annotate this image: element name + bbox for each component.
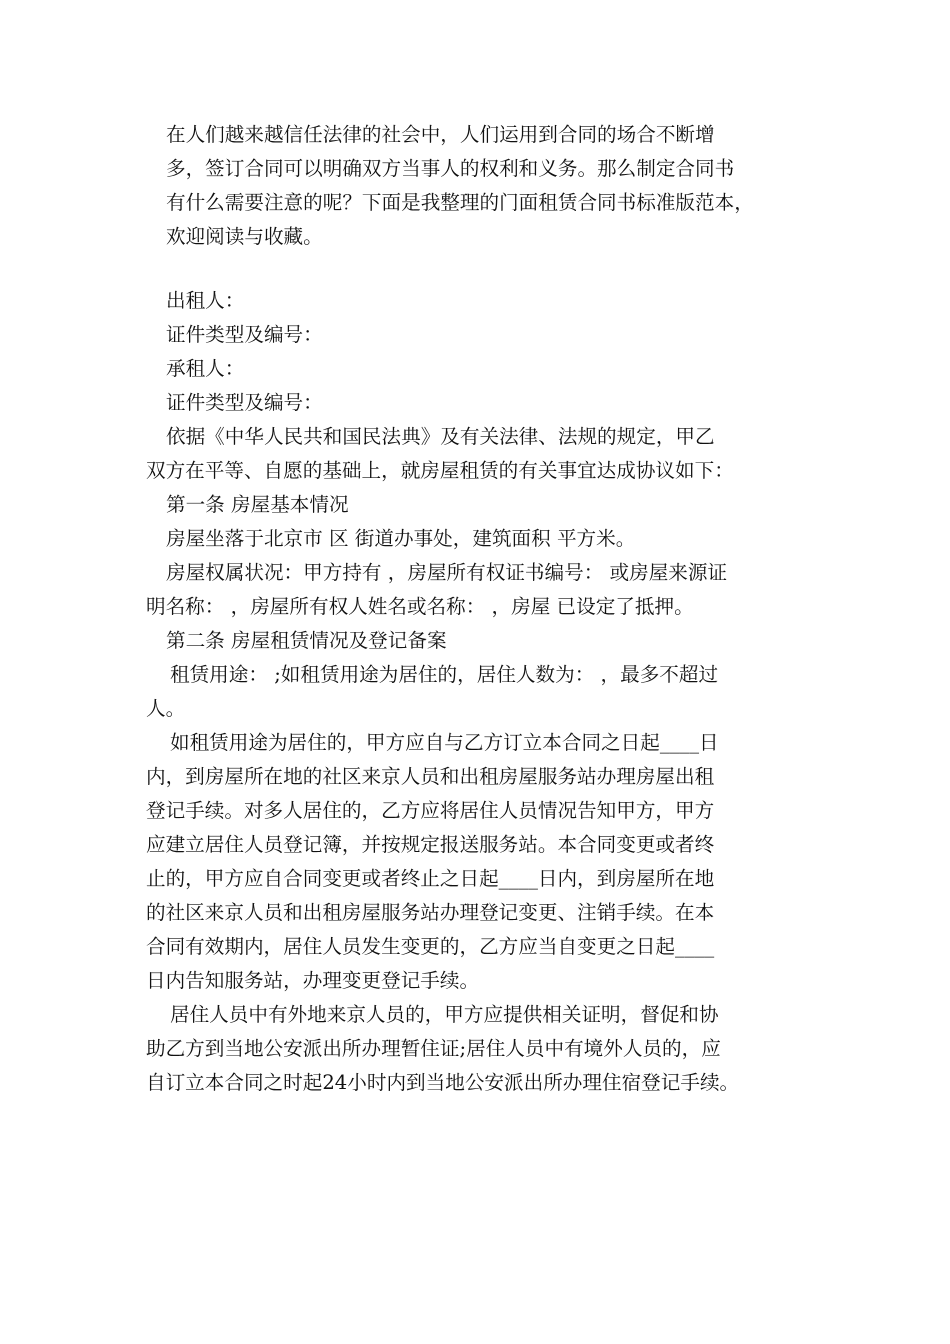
article-2-use [146,658,818,726]
registration-line: 合同有效期内，居住人员发生变更的，乙方应当自变更之日起____ [146,935,715,958]
intro-line: 欢迎阅读与收藏。 [166,225,323,248]
lessor-id-line [146,318,818,352]
lessor-id-label: 证件类型及编号： [166,323,323,346]
registration-line: 应建立居住人员登记簿，并按规定报送服务站。本合同变更或者终 [146,833,715,856]
registration-line: 内，到房屋所在地的社区来京人员和出租房屋服务站办理房屋出租 [146,765,715,788]
ownership-line: 房屋权属状况：甲方持有 ，房屋所有权证书编号： 或房屋来源证 [166,561,728,584]
lessee-label: 承租人： [166,357,245,380]
registration-line: 的社区来京人员和出租房屋服务站办理登记变更、注销手续。在本 [146,901,715,924]
lessee-id-line [146,386,818,420]
lessor-line [146,284,818,318]
article-1-location [146,522,818,556]
nonlocal-line: 居住人员中有外地来京人员的，甲方应提供相关证明，督促和协 [170,1003,719,1026]
article-1-ownership [146,556,818,624]
article-1-heading [146,488,818,522]
intro-line: 多，签订合同可以明确双方当事人的权利和义务。那么制定合同书 [166,157,735,180]
intro-line: 在人们越来越信任法律的社会中，人们运用到合同的场合不断增 [166,123,715,146]
basis-line: 依据《中华人民共和国民法典》及有关法律、法规的规定，甲乙 [166,425,715,448]
registration-line: 如租赁用途为居住的，甲方应自与乙方订立本合同之日起____日 [170,731,719,754]
nonlocal-line: 自订立本合同之时起24小时内到当地公安派出所办理住宿登记手续。 [146,1071,740,1094]
ownership-line: 明名称： ，房屋所有权人姓名或名称： ，房屋 已设定了抵押。 [146,595,694,618]
registration-line: 止的，甲方应自合同变更或者终止之日起____日内，到房屋所在地 [146,867,715,890]
use-line: 人。 [146,697,186,720]
basis-line: 双方在平等、自愿的基础上，就房屋租赁的有关事宜达成协议如下： [146,459,734,482]
article-2-heading-text: 第二条 房屋租赁情况及登记备案 [166,629,447,652]
paragraph-gap [146,254,818,284]
intro-paragraph [146,118,818,254]
article-2-heading [146,624,818,658]
intro-line: 有什么需要注意的呢？下面是我整理的门面租赁合同书标准版范本， [166,191,754,214]
nonlocal-line: 助乙方到当地公安派出所办理暂住证;居住人员中有境外人员的，应 [146,1037,721,1060]
registration-line: 登记手续。对多人居住的，乙方应将居住人员情况告知甲方，甲方 [146,799,715,822]
document-page [146,118,818,1100]
basis-paragraph [146,420,818,488]
lessor-label: 出租人： [166,289,245,312]
article-2-registration [146,726,818,998]
lessee-id-label: 证件类型及编号： [166,391,323,414]
lessee-line [146,352,818,386]
registration-line: 日内告知服务站，办理变更登记手续。 [146,969,480,992]
article-1-heading-text: 第一条 房屋基本情况 [166,493,349,516]
article-2-nonlocal [146,998,818,1100]
location-text: 房屋坐落于北京市 区 街道办事处，建筑面积 平方米。 [166,527,636,550]
use-line: 租赁用途： ;如租赁用途为居住的，居住人数为： ，最多不超过 [170,663,719,686]
